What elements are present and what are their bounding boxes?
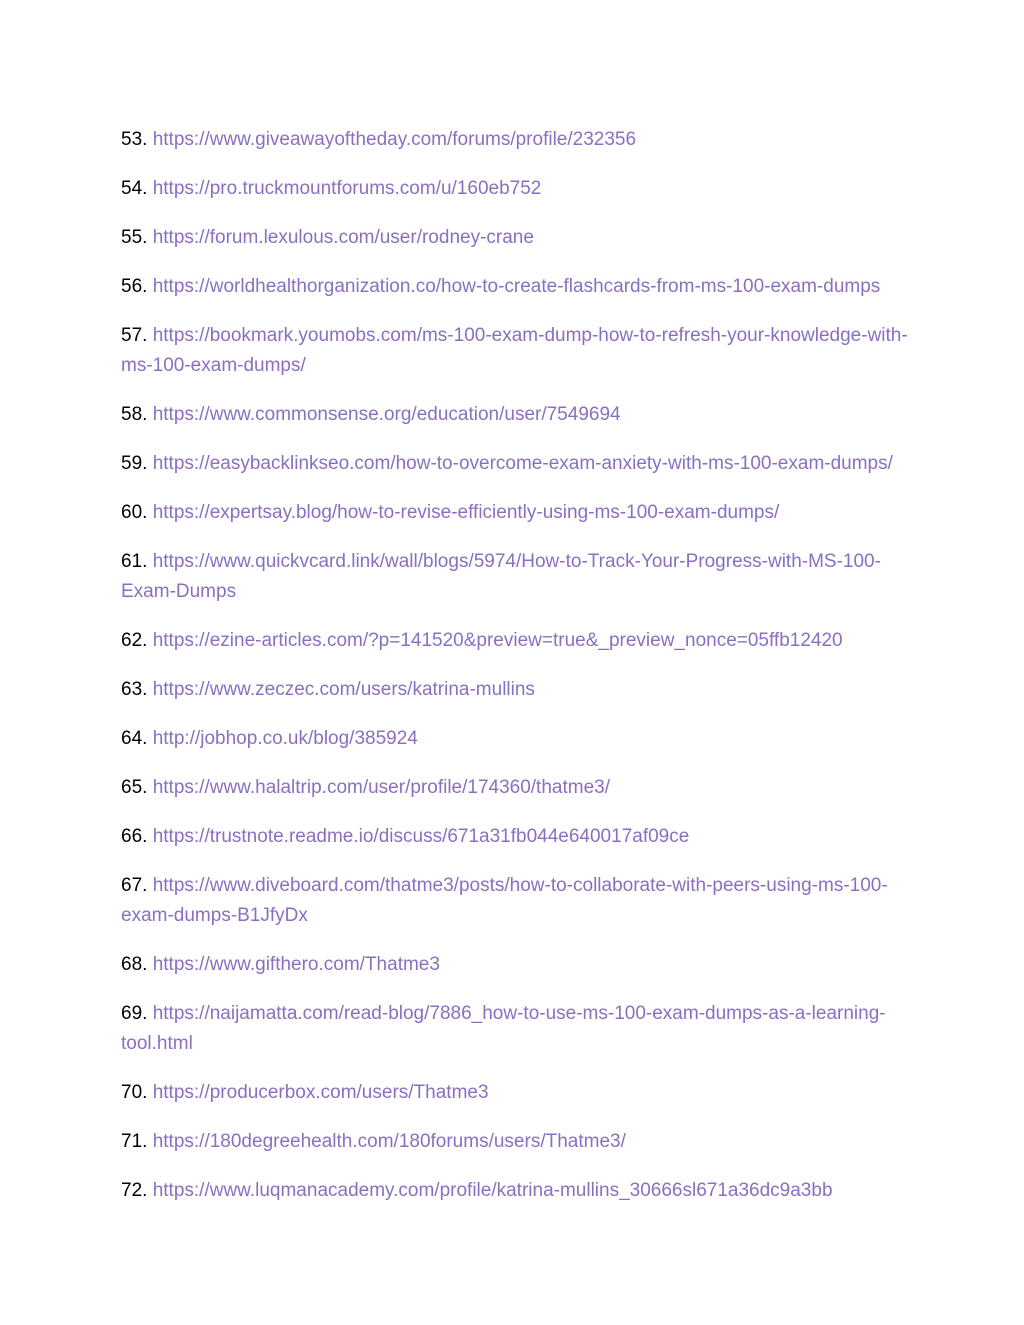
item-link[interactable]: https://worldhealthorganization.co/how-to-create-flashcards-from-ms-100-exam-dumps	[152, 276, 881, 297]
item-number: 72.	[121, 1180, 148, 1201]
item-number: 66.	[121, 826, 148, 847]
item-number: 62.	[121, 630, 148, 651]
list-item	[121, 950, 911, 980]
list-item	[121, 773, 911, 803]
item-link[interactable]: https://forum.lexulous.com/user/rodney-crane	[152, 227, 534, 248]
item-link[interactable]: https://www.luqmanacademy.com/profile/katrina-mullins_30666sl671a36dc9a3bb	[152, 1180, 833, 1201]
list-item	[121, 1078, 911, 1108]
list-item	[121, 1127, 911, 1157]
list-item	[121, 400, 911, 430]
item-number: 53.	[121, 129, 148, 150]
item-link[interactable]: https://180degreehealth.com/180forums/users/Thatme3/	[152, 1131, 626, 1152]
list-item	[121, 449, 911, 479]
item-number: 65.	[121, 777, 148, 798]
item-number: 70.	[121, 1082, 148, 1103]
item-link[interactable]: https://producerbox.com/users/Thatme3	[152, 1082, 489, 1103]
list-item	[121, 272, 911, 302]
list-item	[121, 223, 911, 253]
item-link[interactable]: https://www.zeczec.com/users/katrina-mullins	[152, 679, 535, 700]
item-number: 68.	[121, 954, 148, 975]
item-link[interactable]: https://www.halaltrip.com/user/profile/174360/thatme3/	[152, 777, 610, 798]
item-number: 67.	[121, 875, 148, 896]
item-link[interactable]: https://trustnote.readme.io/discuss/671a31fb044e640017af09ce	[152, 826, 690, 847]
item-number: 63.	[121, 679, 148, 700]
item-number: 56.	[121, 276, 148, 297]
item-number: 59.	[121, 453, 148, 474]
item-number: 55.	[121, 227, 148, 248]
item-link[interactable]: https://pro.truckmountforums.com/u/160eb752	[152, 178, 542, 199]
item-number: 71.	[121, 1131, 148, 1152]
list-item	[121, 321, 911, 381]
list-item	[121, 1176, 911, 1206]
item-link[interactable]: https://www.gifthero.com/Thatme3	[152, 954, 440, 975]
list-item	[121, 675, 911, 705]
list-item	[121, 999, 911, 1059]
item-number: 58.	[121, 404, 148, 425]
list-item	[121, 125, 911, 155]
item-link[interactable]: https://expertsay.blog/how-to-revise-efficiently-using-ms-100-exam-dumps/	[152, 502, 780, 523]
item-link[interactable]: https://www.giveawayoftheday.com/forums/profile/232356	[152, 129, 637, 150]
item-link[interactable]: https://easybacklinkseo.com/how-to-overcome-exam-anxiety-with-ms-100-exam-dumps/	[152, 453, 893, 474]
item-link[interactable]: https://ezine-articles.com/?p=141520&preview=true&_preview_nonce=05ffb12420	[152, 630, 843, 651]
list-item	[121, 174, 911, 204]
item-number: 57.	[121, 325, 148, 346]
item-link[interactable]: http://jobhop.co.uk/blog/385924	[152, 728, 418, 749]
item-link[interactable]: https://www.commonsense.org/education/user/7549694	[152, 404, 621, 425]
item-number: 69.	[121, 1003, 148, 1024]
list-item	[121, 626, 911, 656]
item-link[interactable]: https://bookmark.youmobs.com/ms-100-exam-dump-how-to-refresh-your-knowledge-with-ms-100-exam-dumps/	[121, 325, 908, 376]
list-item	[121, 724, 911, 754]
item-number: 54.	[121, 178, 148, 199]
item-link[interactable]: https://www.quickvcard.link/wall/blogs/5974/How-to-Track-Your-Progress-with-MS-100-Exam-Dumps	[121, 551, 881, 602]
item-link[interactable]: https://naijamatta.com/read-blog/7886_how-to-use-ms-100-exam-dumps-as-a-learning-tool.html	[121, 1003, 886, 1054]
list-item	[121, 871, 911, 931]
list-item	[121, 498, 911, 528]
item-number: 61.	[121, 551, 148, 572]
list-item	[121, 547, 911, 607]
item-link[interactable]: https://www.diveboard.com/thatme3/posts/how-to-collaborate-with-peers-using-ms-100-exam-dumps-B1JfyDx	[121, 875, 888, 926]
item-number: 60.	[121, 502, 148, 523]
link-list	[121, 125, 911, 1225]
item-number: 64.	[121, 728, 148, 749]
list-item	[121, 822, 911, 852]
